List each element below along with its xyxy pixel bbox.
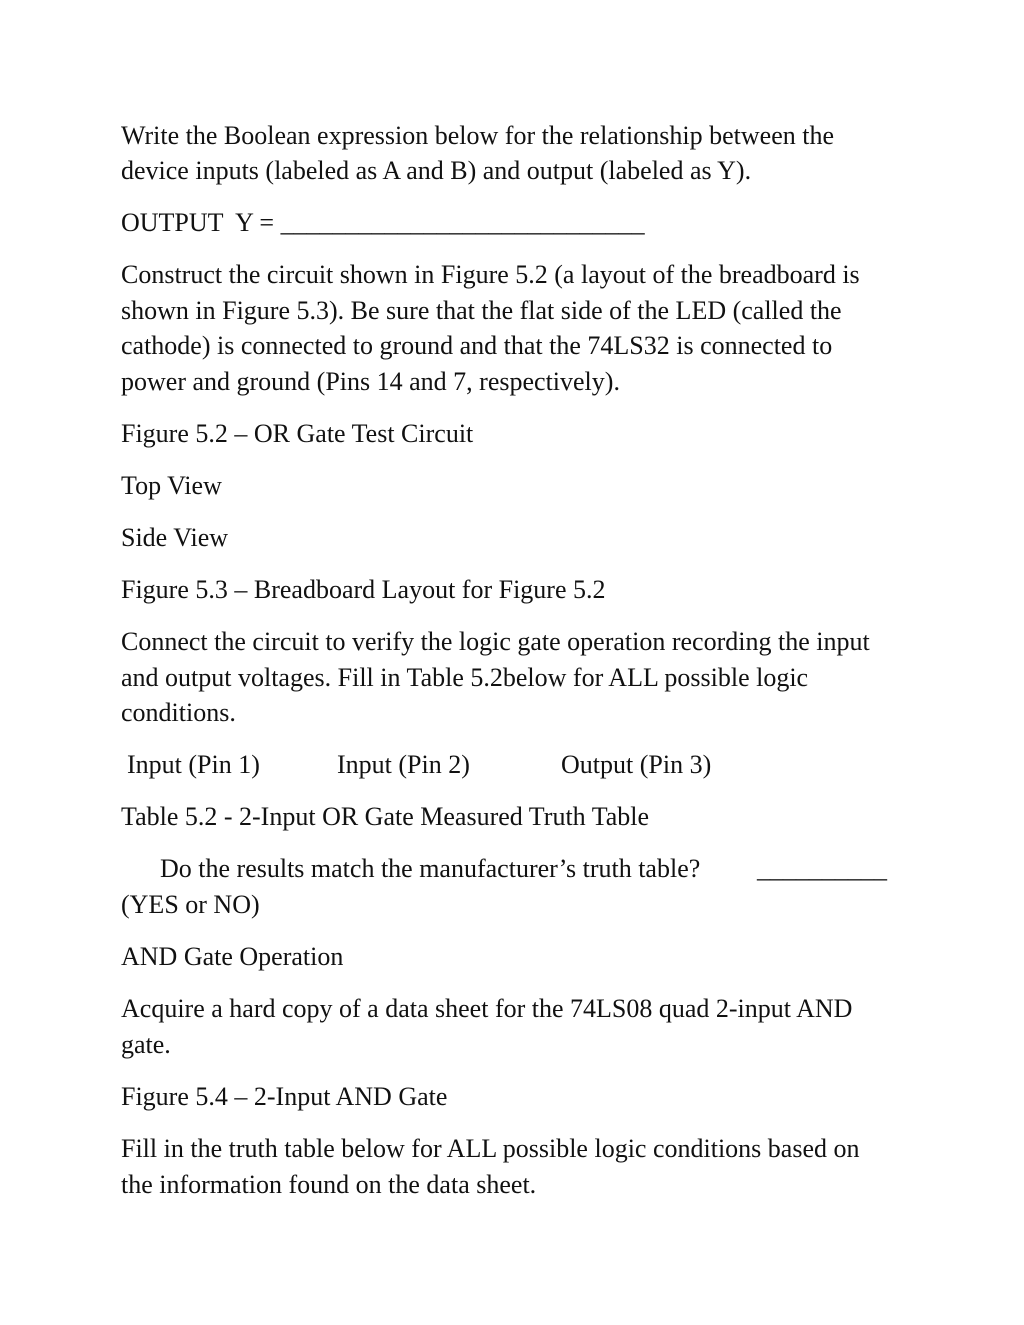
output-expression-line: OUTPUT Y = ____________________________: [121, 208, 645, 237]
table-5-2-caption: Table 5.2 - 2-Input OR Gate Measured Truth Table: [121, 802, 650, 831]
table-header-input-pin-1: Input (Pin 1): [127, 750, 260, 779]
text-line: the information found on the data sheet.: [121, 1170, 537, 1199]
text-line: Write the Boolean expression below for the relationship between the: [121, 121, 835, 150]
text-line: power and ground (Pins 14 and 7, respectively).: [121, 367, 620, 396]
figure-5-3-caption: Figure 5.3 – Breadboard Layout for Figure 5.2: [121, 575, 606, 604]
table-header-output-pin-3: Output (Pin 3): [561, 750, 712, 779]
side-view-label: Side View: [121, 523, 229, 552]
figure-5-2-caption: Figure 5.2 – OR Gate Test Circuit: [121, 419, 474, 448]
text-line: conditions.: [121, 698, 236, 727]
text-line: shown in Figure 5.3). Be sure that the flat side of the LED (called the: [121, 296, 842, 325]
text-line: Construct the circuit shown in Figure 5.2 (a layout of the breadboard is: [121, 260, 860, 289]
question-options: (YES or NO): [121, 890, 260, 919]
text-line: Fill in the truth table below for ALL possible logic conditions based on: [121, 1134, 860, 1163]
figure-5-4-caption: Figure 5.4 – 2-Input AND Gate: [121, 1082, 448, 1111]
text-line: device inputs (labeled as A and B) and output (labeled as Y).: [121, 156, 752, 185]
text-line: Connect the circuit to verify the logic gate operation recording the input: [121, 627, 870, 656]
top-view-label: Top View: [121, 471, 222, 500]
text-line: Acquire a hard copy of a data sheet for the 74LS08 quad 2-input AND: [121, 994, 853, 1023]
question-text: Do the results match the manufacturer’s truth table?: [160, 854, 701, 883]
table-header-input-pin-2: Input (Pin 2): [337, 750, 470, 779]
text-line: and output voltages. Fill in Table 5.2below for ALL possible logic: [121, 663, 809, 692]
and-gate-heading: AND Gate Operation: [121, 942, 344, 971]
text-line: gate.: [121, 1030, 171, 1059]
text-line: cathode) is connected to ground and that the 74LS32 is connected to: [121, 331, 833, 360]
answer-blank: __________: [757, 854, 887, 883]
